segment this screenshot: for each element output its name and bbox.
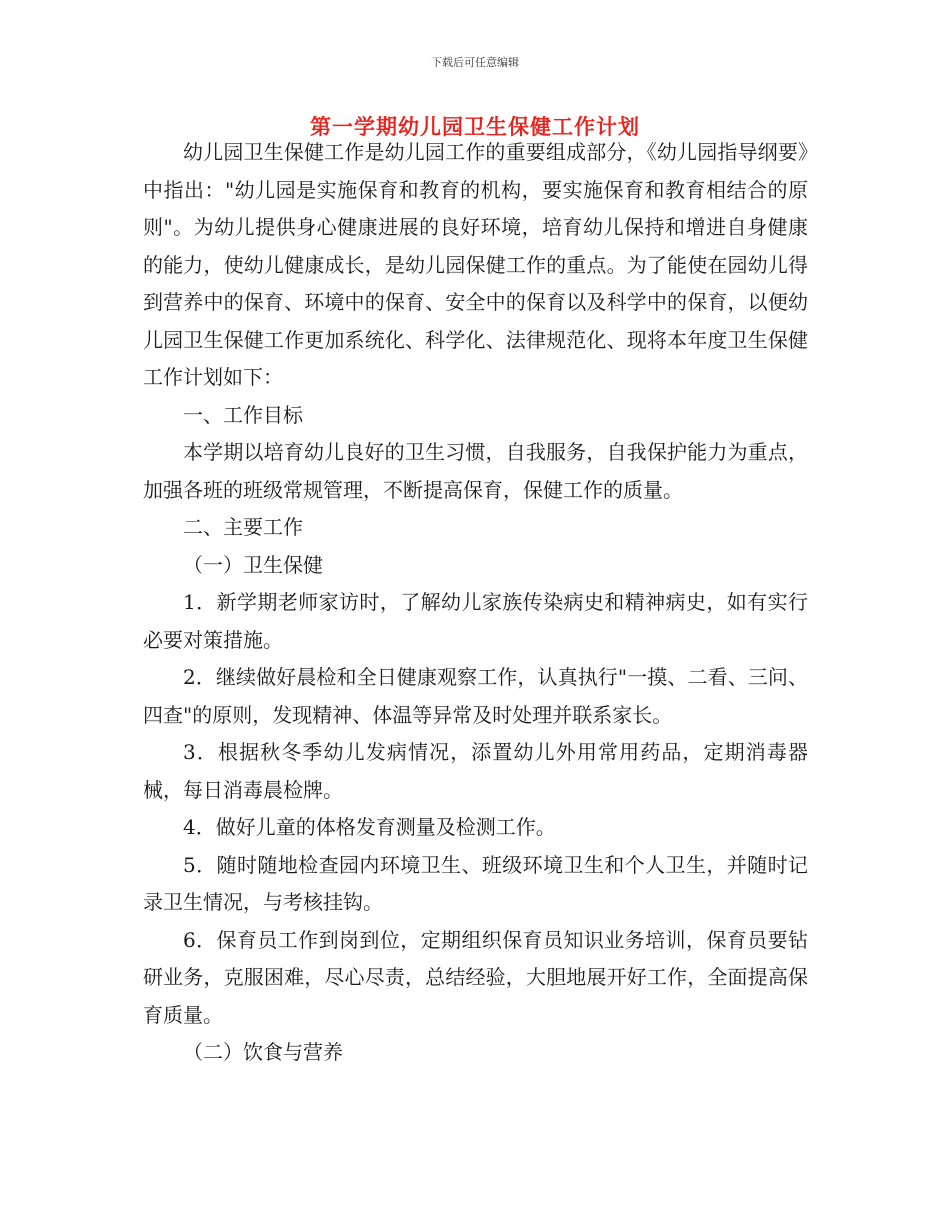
list-item-1: 1．新学期老师家访时，了解幼儿家族传染病史和精神病史，如有实行必要对策措施。 bbox=[143, 590, 808, 652]
list-item-6: 6．保育员工作到岗到位，定期组织保育员知识业务培训，保育员要钻研业务，克服困难，尽心尽责，总结经验，大胆地展开好工作，全面提高保育质量。 bbox=[143, 927, 808, 1027]
list-item-3: 3．根据秋冬季幼儿发病情况，添置幼儿外用常用药品，定期消毒器械，每日消毒晨检牌。 bbox=[143, 740, 808, 802]
section-heading-main-work: 二、主要工作 bbox=[183, 515, 303, 539]
document-title: 第一学期幼儿园卫生保健工作计划 bbox=[310, 115, 640, 139]
document-body bbox=[143, 134, 808, 1072]
subsection-heading-hygiene: （一）卫生保健 bbox=[183, 552, 323, 577]
goals-paragraph: 本学期以培育幼儿良好的卫生习惯，自我服务，自我保护能力为重点，加强各班的班级常规管理，不断提高保育，保健工作的质量。 bbox=[143, 440, 808, 502]
subsection-heading-nutrition: （二）饮食与营养 bbox=[183, 1040, 343, 1064]
list-item-4: 4．做好儿童的体格发育测量及检测工作。 bbox=[183, 815, 556, 839]
list-item-2: 2．继续做好晨检和全日健康观察工作，认真执行"一摸、二看、三问、四查"的原则，发现精神、体温等异常及时处理并联系家长。 bbox=[143, 665, 808, 727]
intro-paragraph: 幼儿园卫生保健工作是幼儿园工作的重要组成部分，《幼儿园指导纲要》中指出："幼儿园是实施保育和教育的机构，要实施保育和教育相结合的原则"。为幼儿提供身心健康进展的良好环境，培育幼儿保持和增进自身健康的能力，使幼儿健康成长，是幼儿园保健工作的重点。为了能使在园幼儿得到营养中的保育、环境中的保育、安全中的保育以及科学中的保育，以便幼儿园卫生保健工作更加系统化、科学化、法律规范化、现将本年度卫生保健工作计划如下： bbox=[143, 140, 808, 389]
list-item-5: 5．随时随地检查园内环境卫生、班级环境卫生和个人卫生，并随时记录卫生情况，与考核挂钩。 bbox=[143, 852, 808, 914]
header-note: 下载后可任意编辑 bbox=[431, 56, 519, 69]
section-heading-goals: 一、工作目标 bbox=[183, 402, 303, 427]
